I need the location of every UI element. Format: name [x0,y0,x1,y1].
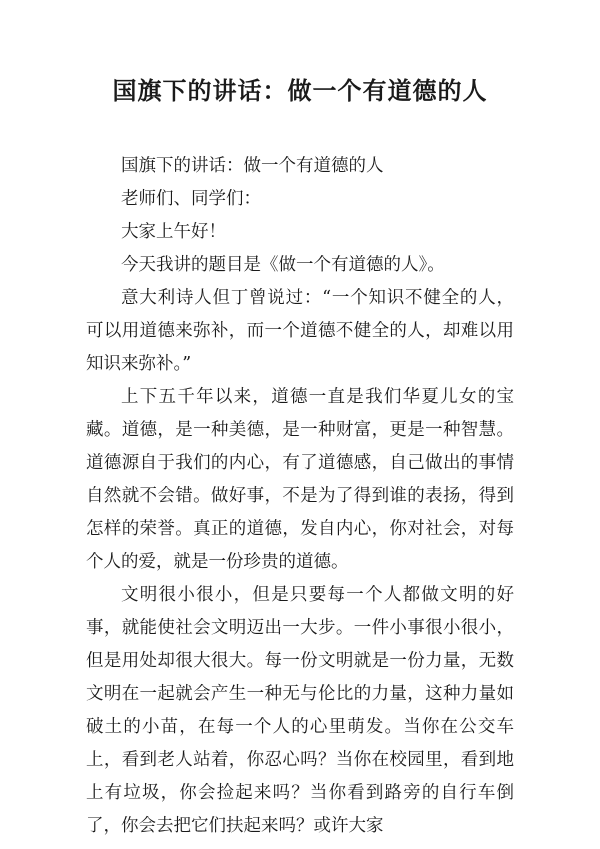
paragraph-topic: 今天我讲的题目是《做一个有道德的人》。 [121,255,445,275]
paragraph-quote: 意大利诗人但丁曾说过：“一个知识不健全的人，可以用道德来弥补，而一个道德不健全的人，却难以用知识来弥补。” [86,288,514,374]
paragraph-greeting: 大家上午好！ [121,222,226,242]
document-title: 国旗下的讲话：做一个有道德的人 [112,76,488,105]
paragraph-heading-repeat: 国旗下的讲话：做一个有道德的人 [121,156,384,176]
document-body [86,150,514,843]
paragraph-civility: 文明很小很小，但是只要每一个人都做文明的好事，就能使社会文明迈出一大步。一件小事很小很小，但是用处却很大很大。每一份文明就是一份力量，无数文明在一起就会产生一种无与伦比的力量，这种力量如破土的小苗，在每一个人的心里萌发。当你在公交车上，看到老人站着，你忍心吗？当你在校园里，看到地上有垃圾，你会捡起来吗？当你看到路旁的自行车倒了，你会去把它们扶起来吗？或许大家 [86,585,514,836]
paragraph-morality: 上下五千年以来，道德一直是我们华夏儿女的宝藏。道德，是一种美德，是一种财富，更是一种智慧。道德源自于我们的内心，有了道德感，自己做出的事情自然就不会错。做好事，不是为了得到谁的表扬，得到怎样的荣誉。真正的道德，发自内心，你对社会，对每个人的爱，就是一份珍贵的道德。 [86,387,514,572]
paragraph-salutation: 老师们、同学们： [121,189,261,209]
